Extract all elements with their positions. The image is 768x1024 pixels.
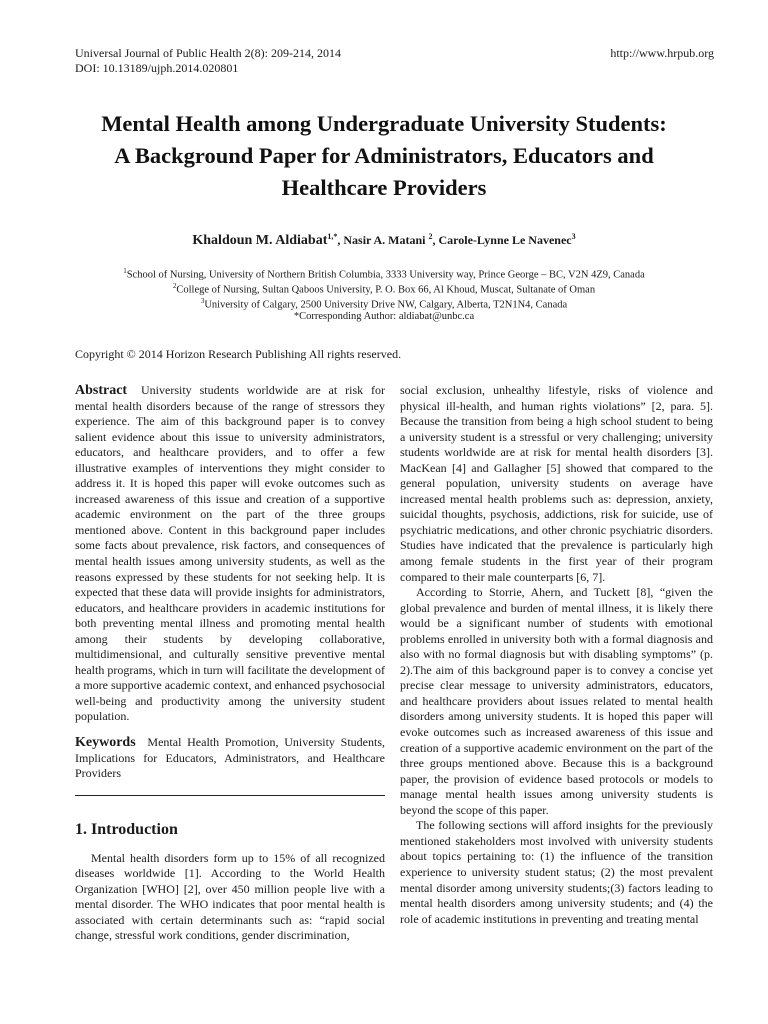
right-paragraph-3: The following sections will afford insights for the previously mentioned stakeholders most involved with university students about topics pertaining to: (1) the influence of the transition experience to university student status; (2) the most prevalent mental disorder among university students;(3) factors leading to mental health disorders among university students; and (4) the role of academic institutions in preventing and treating mental <box>400 818 713 926</box>
abstract-heading: Abstract <box>75 383 128 398</box>
right-column <box>400 383 713 927</box>
journal-header <box>75 46 341 76</box>
affiliation-2 <box>60 281 708 296</box>
affiliation-2-sup: 2 <box>172 282 177 290</box>
author-3: Carole-Lynne Le Navenec <box>438 233 572 247</box>
abstract-text: University students worldwide are at risk for mental health disorders because of the range of stressors they experience. The aim of this background paper is to convey salient evidence about this issue to university administrators, educators, and healthcare providers, and to offer a few illustrative examples of interventions they might consider to address it. It is hoped this paper will evoke outcomes such as increased awareness of this issue and creation of a supportive academic environment on the part of the three groups mentioned above. Content in this background paper includes some facts about prevalence, risk factors, and consequences of mental health issues among university students, as well as the reasons expressed by these students for not seeking help. It is expected that these data will provide insights for administrators, educators, and healthcare providers in academic institutions for both preventing mental illness and promoting mental health among their students by developing collaborative, multidimensional, and culturally sensitive preventive mental health programs, which in turn will facilitate the development of a more supportive academic context, and enhanced psychosocial well-being and productivity among the university student population. <box>75 383 386 724</box>
right-paragraph-2: According to Storrie, Ahern, and Tuckett [8], “given the global prevalence and burden of mental illness, it is likely there would be a significant number of students with emotional problems enrolled in university both with a formal diagnosis and also with no formal diagnosis but with disabling symptoms” (p. 2).The aim of this background paper is to convey a concise yet precise clear message to university administrators, educators, and healthcare providers about issues related to mental health disorders among university students. It is hoped this paper will evoke outcomes such as increased awareness of this issue and creation of a supportive academic environment on the part of the three groups mentioned above. Because this is a background paper, the provision of evidence based protocols or models to manage mental health issues among university students is beyond the scope of this paper. <box>400 585 713 817</box>
keywords <box>75 735 385 782</box>
affiliation-3-sup: 3 <box>200 297 205 305</box>
journal-citation: Universal Journal of Public Health 2(8): 209-214, 2014 <box>75 46 341 60</box>
affiliation-3 <box>60 296 708 311</box>
author-list: Khaldoun M. Aldiabat$^{1,*}$, Nasir A. Matani $^2$, Carole-Lynne Le Navenec$^3$ <box>192 232 576 248</box>
title-line-2: A Background Paper for Administrators, Educators and <box>114 143 654 168</box>
affiliation-2-text: College of Nursing, Sultan Qaboos University, P. O. Box 66, Al Khoud, Muscat, Sultanate of Oman <box>176 284 596 296</box>
affiliations <box>60 266 708 323</box>
keywords-heading: Keywords <box>75 735 136 751</box>
corresponding-author: *Corresponding Author: aldiabat@unbc.ca <box>293 311 475 322</box>
affiliation-3-text: University of Calgary, 2500 University Drive NW, Calgary, Alberta, T2N1N4, Canada <box>204 299 568 311</box>
right-paragraph-1: social exclusion, unhealthy lifestyle, risks of violence and physical ill-health, and human rights violations” [2, para. 5]. Because the transition from being a high school student to being a university student is a stressful or very challenging; university students worldwide are at risk for mental health disorders [3]. MacKean [4] and Gallagher [5] showed that compared to the general population, university students on average have increased mental health problems such as: depression, anxiety, suicidal thoughts, psychosis, addictions, risk for suicide, use of psychiatric medications, and other chronic psychiatric disorders. Studies have indicated that the prevalence is particularly high among female students in the first year of their program compared to their male counterparts [6, 7]. <box>400 383 713 584</box>
abstract <box>75 383 385 725</box>
intro-paragraph-1: Mental health disorders form up to 15% of all recognized diseases worldwide [1]. According to the World Health Organization [WHO] [2], over 450 million people live with a mental disorder. The WHO indicates that poor mental health is associated with certain determinants such as: “rapid social change, stressful work conditions, gender discrimination, <box>75 850 385 943</box>
author-1-sup: 1,* <box>327 232 338 241</box>
author-2-sup: 2 <box>428 232 433 241</box>
title-line-3: Healthcare Providers <box>281 175 487 200</box>
author-3-sup: 3 <box>571 232 576 241</box>
author-2: Nasir A. Matani <box>343 233 426 247</box>
title-line-1: Mental Health among Undergraduate University Students: <box>101 111 667 136</box>
copyright: Copyright © 2014 Horizon Research Publishing All rights reserved. <box>75 347 402 361</box>
section-divider <box>75 795 385 796</box>
left-column <box>75 383 385 944</box>
affiliation-1-text: School of Nursing, University of Northern British Columbia, 3333 University way, Prince George – BC, V2N 4Z9, Canada <box>126 269 645 281</box>
affiliation-1-sup: 1 <box>123 267 127 275</box>
paper-title <box>40 108 728 204</box>
affiliation-1 <box>60 266 708 281</box>
doi: DOI: 10.13189/ujph.2014.020801 <box>75 61 239 75</box>
keywords-text: Mental Health Promotion, University Students, Implications for Educators, Administrators, and Healthcare Providers <box>75 735 385 781</box>
section-heading-introduction: 1. Introduction <box>75 820 178 838</box>
author-1: Khaldoun M. Aldiabat <box>192 233 328 248</box>
journal-url[interactable]: http://www.hrpub.org <box>610 46 714 60</box>
